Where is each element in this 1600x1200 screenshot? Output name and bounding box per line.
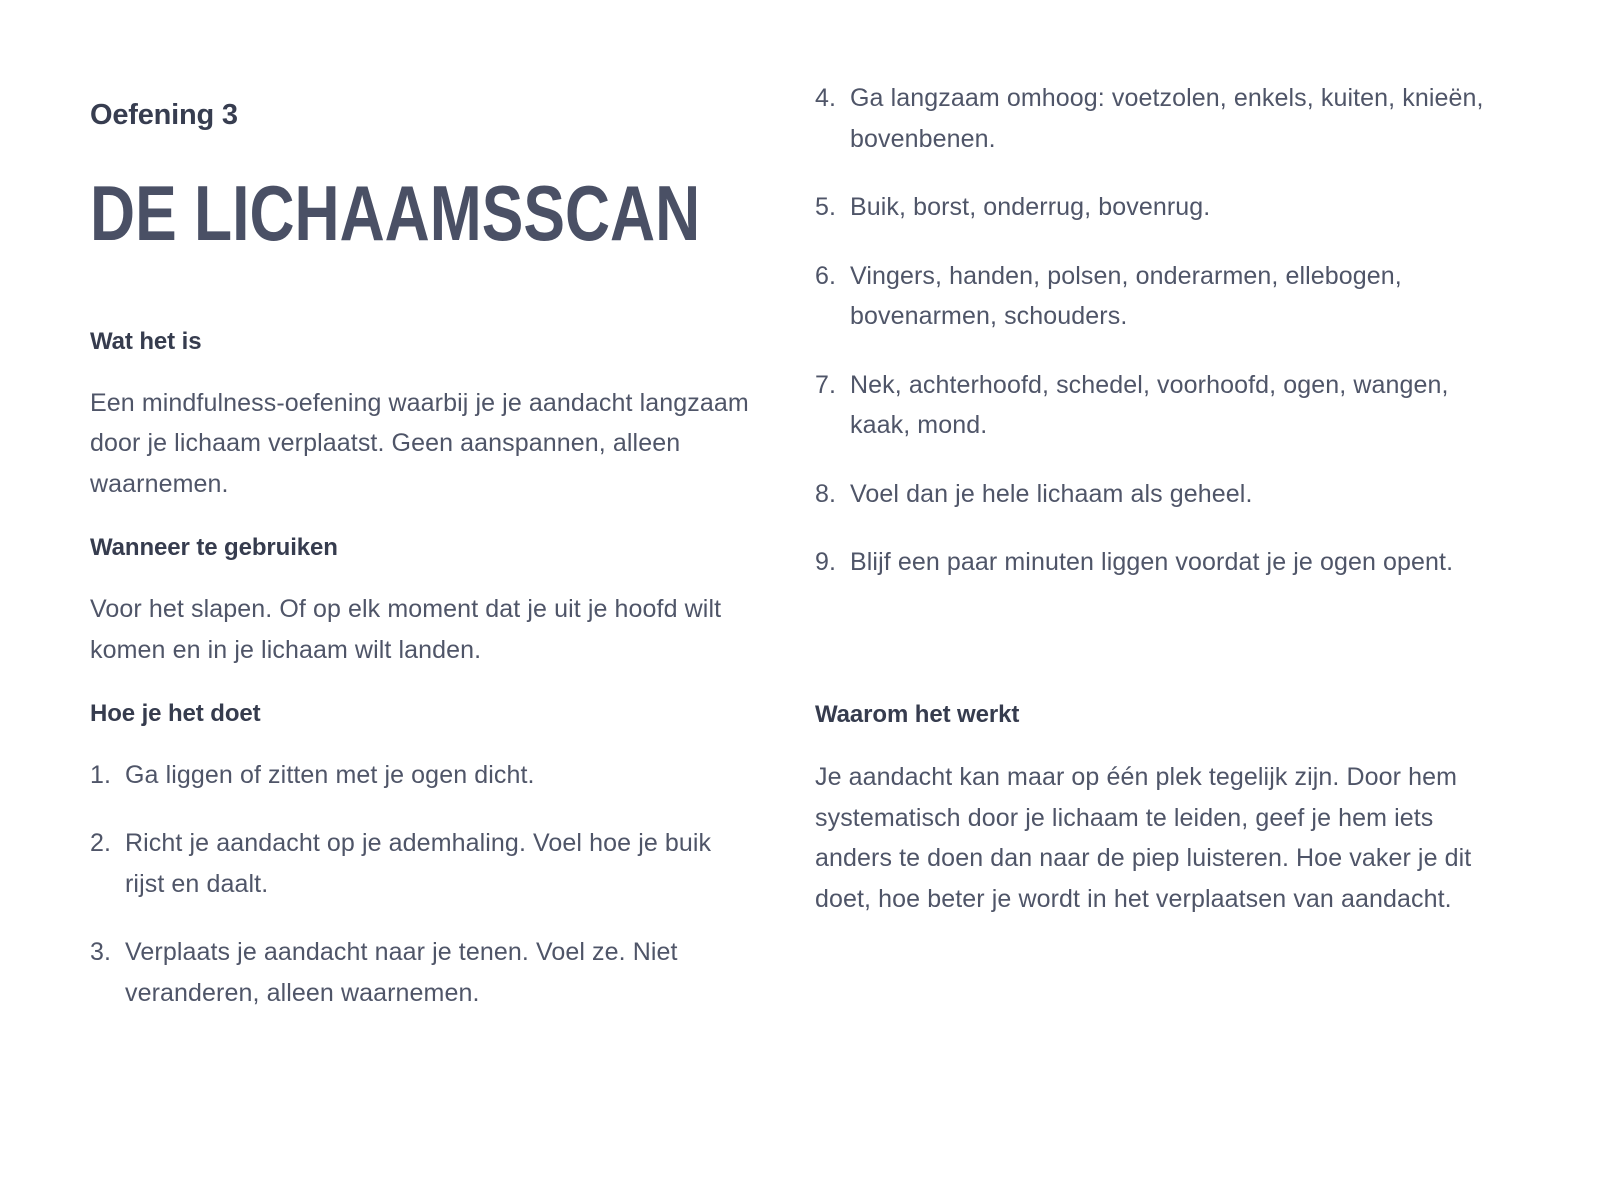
section-waarom-het-werkt xyxy=(815,701,1510,920)
section-wat-het-is xyxy=(90,328,755,504)
section-heading-wat-het-is: Wat het is xyxy=(90,327,202,355)
list-item xyxy=(815,256,1510,337)
section-heading-wanneer-te-gebruiken: Wanneer te gebruiken xyxy=(90,534,338,562)
list-item-number: 1. xyxy=(90,760,112,789)
list-item-number: 9. xyxy=(815,548,837,576)
right-column xyxy=(815,0,1510,1200)
list-item xyxy=(815,365,1510,446)
list-item-number: 8. xyxy=(815,479,837,508)
section-wanneer-te-gebruiken xyxy=(90,534,755,670)
list-item-text: Buik, borst, onderrug, bovenrug. xyxy=(850,193,1211,221)
list-item-text: Voel dan je hele lichaam als geheel. xyxy=(850,479,1253,508)
list-item-text: Richt je aandacht op je ademhaling. Voel hoe je buik rijst en daalt. xyxy=(125,829,712,898)
list-item-text: Blijf een paar minuten liggen voordat je je ogen opent. xyxy=(850,548,1454,576)
section-spacer xyxy=(815,583,1510,701)
list-item-text: Nek, achterhoofd, schedel, voorhoofd, ogen, wangen, kaak, mond. xyxy=(850,370,1449,439)
exercise-kicker: Oefening 3 xyxy=(90,99,238,131)
list-item xyxy=(815,542,1510,583)
list-item-text: Ga liggen of zitten met je ogen dicht. xyxy=(125,760,535,789)
section-hoe-je-het-doet xyxy=(90,700,755,1013)
list-item xyxy=(90,932,755,1013)
list-item xyxy=(815,187,1510,228)
list-item xyxy=(90,755,755,796)
list-item-number: 3. xyxy=(90,938,112,967)
list-item-number: 5. xyxy=(815,193,837,221)
steps-list-right xyxy=(815,78,1510,583)
list-item-number: 2. xyxy=(90,829,112,858)
section-heading-hoe-je-het-doet: Hoe je het doet xyxy=(90,700,261,728)
list-item-number: 4. xyxy=(815,84,837,112)
list-item xyxy=(90,823,755,904)
page-title: DE LICHAAMSSCAN xyxy=(90,168,701,257)
section-paragraph-wat-het-is: Een mindfulness-oefening waarbij je je aandacht langzaam door je lichaam verplaatst. Geen aanspannen, alleen waarnemen. xyxy=(90,388,749,498)
list-item xyxy=(815,78,1510,159)
section-paragraph-waarom-het-werkt: Je aandacht kan maar op één plek tegelijk zijn. Door hem systematisch door je lichaam te leiden, geef je hem iets anders te doen dan naar de piep luisteren. Hoe vaker je dit doet, hoe beter je wordt in het verplaatsen van aandacht. xyxy=(815,763,1472,913)
two-column-layout xyxy=(90,0,1510,1200)
section-heading-waarom-het-werkt: Waarom het werkt xyxy=(815,700,1020,728)
list-item-text: Vingers, handen, polsen, onderarmen, ellebogen, bovenarmen, schouders. xyxy=(850,261,1402,330)
list-item-number: 6. xyxy=(815,261,837,290)
list-item-text: Verplaats je aandacht naar je tenen. Voel ze. Niet veranderen, alleen waarnemen. xyxy=(125,938,678,1007)
steps-list-left xyxy=(90,755,755,1014)
section-paragraph-wanneer-te-gebruiken: Voor het slapen. Of op elk moment dat je uit je hoofd wilt komen en in je lichaam wilt landen. xyxy=(90,595,722,664)
list-item-text: Ga langzaam omhoog: voetzolen, enkels, kuiten, knieën, bovenbenen. xyxy=(850,84,1484,153)
left-column xyxy=(90,0,755,1200)
list-item-number: 7. xyxy=(815,370,837,399)
list-item xyxy=(815,474,1510,515)
